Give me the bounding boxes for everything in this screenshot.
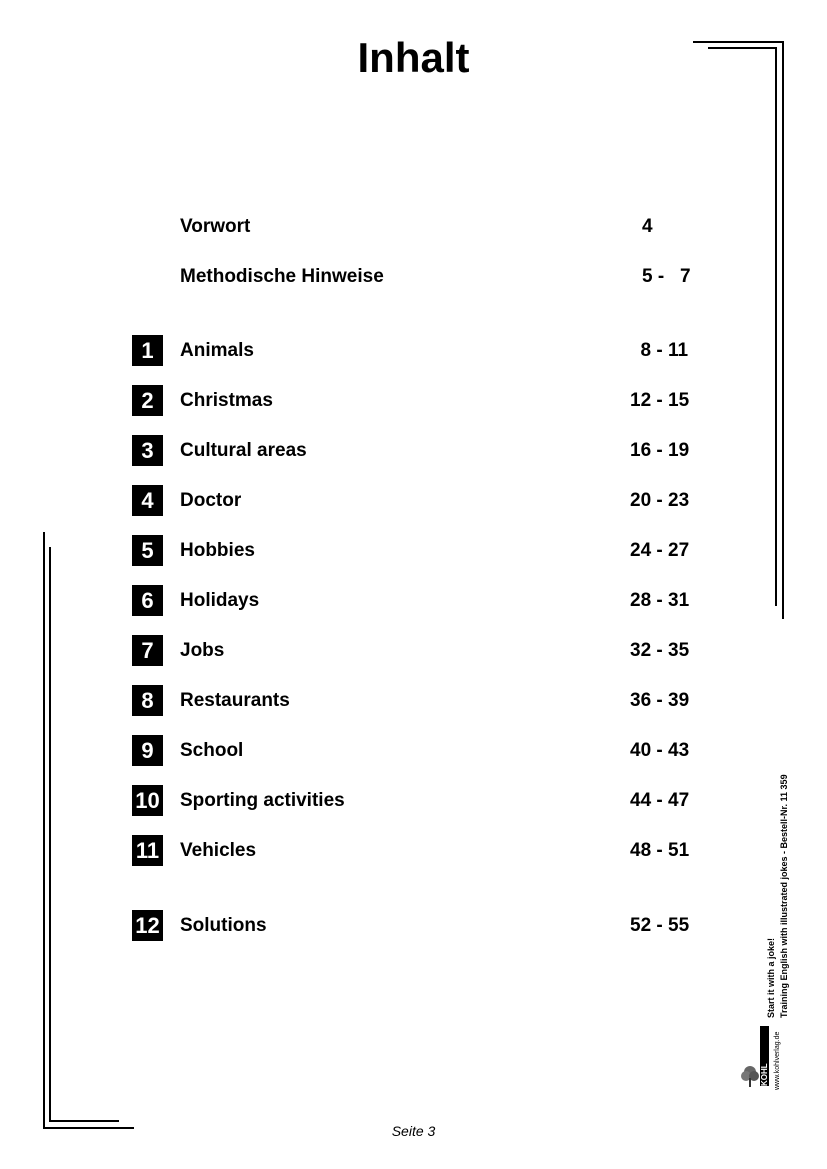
page-title: Inhalt (357, 34, 470, 81)
chapter-number-badge: 1 (132, 335, 163, 366)
toc-row-methodische-hinweise[interactable] (132, 261, 702, 293)
toc-row-sporting-activities[interactable] (132, 785, 702, 817)
toc-pages: 16 - 19 (630, 440, 690, 461)
toc-pages: 12 - 15 (630, 390, 690, 411)
chapter-number-badge: 3 (132, 435, 163, 466)
toc-row-solutions[interactable] (132, 910, 702, 942)
toc-row-hobbies[interactable] (132, 535, 702, 567)
toc-pages: 20 - 23 (630, 490, 690, 511)
chapter-number-badge: 6 (132, 585, 163, 616)
toc-label: Restaurants (180, 690, 290, 711)
toc-pages: 36 - 39 (630, 690, 690, 711)
toc-row-school[interactable] (132, 735, 702, 767)
book-subtitle-and-order-number: Training English with illustrated jokes - Bestell-Nr. 11 359 (779, 774, 789, 1018)
toc-label: Christmas (180, 390, 273, 411)
chapter-number-badge: 10 (132, 785, 163, 816)
toc-label: Vorwort (180, 216, 251, 237)
chapter-number-badge: 9 (132, 735, 163, 766)
chapter-number-badge: 7 (132, 635, 163, 666)
chapter-number-badge: 2 (132, 385, 163, 416)
toc-pages: 32 - 35 (630, 640, 690, 661)
toc-pages: 28 - 31 (630, 590, 690, 611)
toc-row-vehicles[interactable] (132, 835, 702, 867)
toc-row-restaurants[interactable] (132, 685, 702, 717)
toc-pages: 40 - 43 (630, 740, 690, 761)
tree-icon (740, 1064, 760, 1088)
toc-row-jobs[interactable] (132, 635, 702, 667)
chapter-number-badge: 4 (132, 485, 163, 516)
toc-row-cultural-areas[interactable] (132, 435, 702, 467)
toc-label: Solutions (180, 915, 267, 936)
toc-label: Sporting activities (180, 790, 345, 811)
toc-label: Holidays (180, 590, 260, 611)
chapter-number-badge: 12 (132, 910, 163, 941)
toc-label: School (180, 740, 244, 761)
page-number: Seite 3 (391, 1123, 436, 1139)
toc-label: Jobs (180, 640, 225, 661)
toc-row-doctor[interactable] (132, 485, 702, 517)
toc-row-vorwort[interactable] (132, 211, 702, 243)
toc-label: Hobbies (180, 540, 255, 561)
toc-row-animals[interactable] (132, 335, 702, 367)
toc-label: Cultural areas (180, 440, 307, 461)
publisher-url: www.kohlverlag.de (774, 1031, 781, 1090)
toc-pages: 44 - 47 (630, 790, 690, 811)
chapter-number-badge: 8 (132, 685, 163, 716)
toc-label: Doctor (180, 490, 242, 511)
series-title: Start it with a joke! (766, 937, 776, 1018)
chapter-number-badge: 5 (132, 535, 163, 566)
toc-pages: 8 - 11 (630, 340, 689, 361)
toc-row-christmas[interactable] (132, 385, 702, 417)
toc-label: Vehicles (180, 840, 257, 861)
toc-pages: 52 - 55 (630, 915, 690, 936)
chapter-number-badge: 11 (132, 835, 163, 866)
toc-row-holidays[interactable] (132, 585, 702, 617)
publisher-logo (740, 1020, 790, 1090)
toc-label: Methodische Hinweise (180, 266, 384, 287)
toc-label: Animals (180, 340, 254, 361)
toc-pages: 4 (642, 216, 653, 237)
toc-pages: 48 - 51 (630, 840, 690, 861)
publisher-name: KOHL (760, 1063, 769, 1086)
toc-pages: 24 - 27 (630, 540, 690, 561)
toc-pages: 5 - 7 (642, 266, 691, 287)
